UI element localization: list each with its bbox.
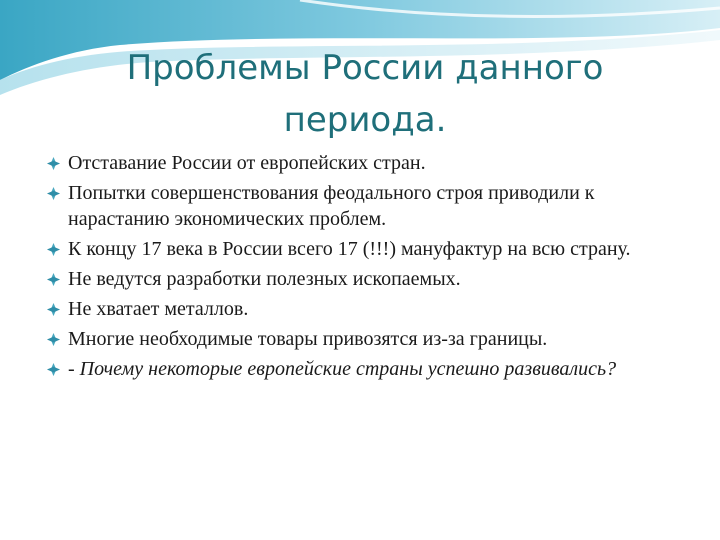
bullet-text: Отставание России от европейских стран. [68, 152, 426, 174]
bullet-prefix: - [68, 358, 80, 380]
bullet-text: Не хватает металлов. [68, 298, 249, 320]
bullet-text: Почему некоторые европейские страны успешно развивались? [79, 358, 617, 380]
list-item [46, 150, 686, 176]
list-item [46, 266, 686, 292]
list-item [46, 326, 686, 352]
diamond-bullet-icon [46, 242, 61, 257]
list-item [46, 356, 686, 382]
bullet-list [46, 150, 686, 386]
bullet-text: Многие необходимые товары привозятся из-за границы. [68, 328, 548, 350]
bullet-text: Попытки совершенствования феодального строя приводили к нарастанию экономических проблем. [68, 182, 595, 230]
bullet-text: К концу 17 века в России всего 17 (!!!) мануфактур на всю страну. [68, 238, 631, 260]
list-item [46, 180, 686, 232]
slide-title: Проблемы России данного периода. [126, 48, 604, 140]
bullet-text: Не ведутся разработки полезных ископаемых. [68, 268, 461, 290]
list-item [46, 296, 686, 322]
diamond-bullet-icon [46, 302, 61, 317]
diamond-bullet-icon [46, 156, 61, 171]
diamond-bullet-icon [46, 332, 61, 347]
diamond-bullet-icon [46, 186, 61, 201]
list-item [46, 236, 686, 262]
diamond-bullet-icon [46, 272, 61, 287]
diamond-bullet-icon [46, 362, 61, 377]
